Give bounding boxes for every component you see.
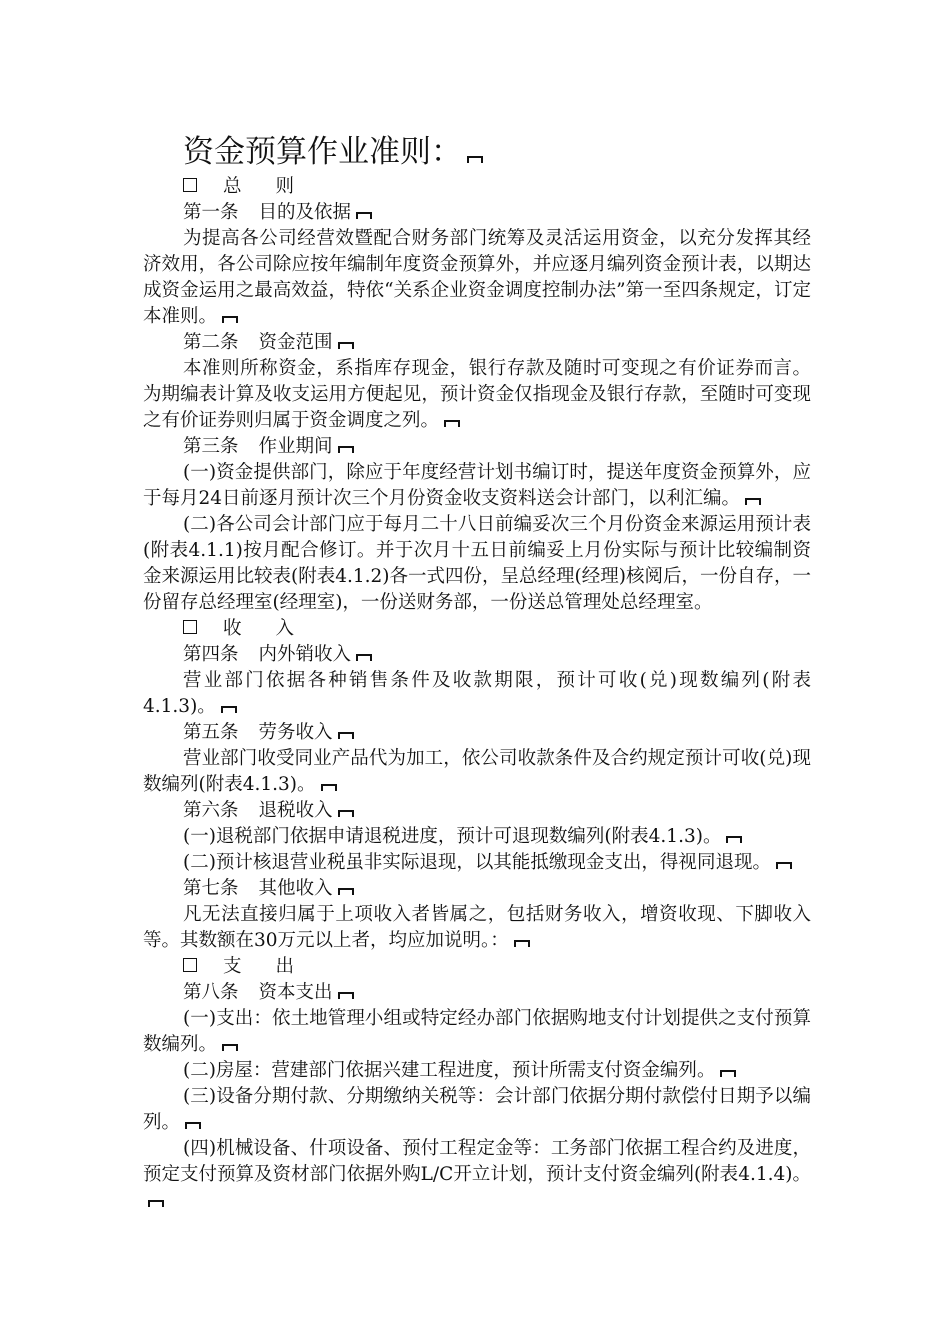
- article-title: 退税收入: [258, 800, 333, 821]
- section-heading: [143, 174, 811, 200]
- paragraph-mark-icon: [147, 1197, 165, 1207]
- article-heading: [143, 798, 811, 824]
- article-title: 劳务收入: [258, 722, 333, 743]
- checkbox-square-icon: [183, 620, 197, 634]
- paragraph-text: 凡无法直接归属于上项收入者皆属之，包括财务收入，增资收现、下脚收入等。其数额在30万元以上者，均应加说明。：: [143, 904, 811, 951]
- paragraph: [143, 824, 811, 850]
- paragraph-mark-icon: [775, 859, 793, 869]
- paragraph-mark-icon: [719, 1067, 737, 1077]
- article-number: 第一条: [183, 202, 239, 223]
- article-heading: [143, 200, 811, 226]
- article-heading: [143, 876, 811, 902]
- section-heading: [143, 954, 811, 980]
- article-title: 作业期间: [258, 436, 333, 457]
- paragraph-mark-icon: [220, 703, 238, 713]
- article-heading: [143, 980, 811, 1006]
- paragraph: [143, 226, 811, 330]
- article-number: 第五条: [183, 722, 239, 743]
- paragraph-mark-icon: [443, 417, 461, 427]
- paragraph-text: (二)房屋：营建部门依据兴建工程进度，预计所需支付资金编列。: [183, 1060, 716, 1081]
- paragraph-mark-icon: [744, 495, 762, 505]
- paragraph-mark-icon: [320, 781, 338, 791]
- paragraph: [143, 1058, 811, 1084]
- paragraph-mark-icon: [337, 339, 355, 349]
- article-number: 第三条: [183, 436, 239, 457]
- article-title: 目的及依据: [258, 202, 352, 223]
- paragraph-text: (一)退税部门依据申请退税进度，预计可退现数编列(附表4.1.3)。: [183, 826, 722, 847]
- article-number: 第七条: [183, 878, 239, 899]
- checkbox-square-icon: [183, 178, 197, 192]
- article-heading: [143, 642, 811, 668]
- section-heading-char: 总: [223, 176, 242, 197]
- article-title: 其他收入: [258, 878, 333, 899]
- paragraph-mark-icon: [337, 885, 355, 895]
- paragraph-text: 营业部门依据各种销售条件及收款期限，预计可收(兑)现数编列(附表4.1.3)。: [143, 670, 811, 717]
- paragraph-text: (二)预计核退营业税虽非实际退现，以其能抵缴现金支出，得视同退现。: [183, 852, 771, 873]
- paragraph-mark-icon: [355, 209, 373, 219]
- article-title: 内外销收入: [258, 644, 352, 665]
- paragraph-mark-icon: [513, 937, 531, 947]
- section-heading-char: 入: [275, 618, 295, 639]
- paragraph-mark-icon: [466, 153, 484, 163]
- article-number: 第六条: [183, 800, 239, 821]
- paragraph-text: 本准则所称资金，系指库存现金，银行存款及随时可变现之有价证券而言。为期编表计算及收支运用方便起见，预计资金仅指现金及银行存款，至随时可变现之有价证券则归属于资金调度之列。: [143, 358, 811, 431]
- article-number: 第二条: [183, 332, 239, 353]
- paragraph-text: (一)资金提供部门，除应于年度经营计划书编订时，提送年度资金预算外，应于每月24日前逐月预计次三个月份资金收支资料送会计部门，以利汇编。: [143, 462, 811, 509]
- paragraph: [143, 746, 811, 798]
- section-heading: [143, 616, 811, 642]
- paragraph: [143, 512, 811, 616]
- section-heading-char: 支: [223, 956, 242, 977]
- paragraph-mark-icon: [184, 1119, 202, 1129]
- article-heading: [143, 330, 811, 356]
- paragraph-text: (一)支出：依土地管理小组或特定经办部门依据购地支付计划提供之支付预算数编列。: [143, 1008, 811, 1055]
- paragraph: [143, 1084, 811, 1136]
- document-title: [183, 132, 484, 172]
- paragraph: [143, 1006, 811, 1058]
- article-heading: [143, 434, 811, 460]
- article-title: 资本支出: [258, 982, 333, 1003]
- article-title: 资金范围: [258, 332, 333, 353]
- section-heading-char: 则: [275, 176, 295, 197]
- paragraph-text: (三)设备分期付款、分期缴纳关税等：会计部门依据分期付款偿付日期予以编列。: [143, 1086, 811, 1133]
- paragraph: [143, 850, 811, 876]
- paragraph-mark-icon: [337, 807, 355, 817]
- document-body: [143, 174, 811, 1214]
- paragraph-mark-icon: [355, 651, 373, 661]
- paragraph-mark-icon: [725, 833, 743, 843]
- section-heading-char: 收: [223, 618, 242, 639]
- paragraph: [143, 1136, 811, 1214]
- paragraph-mark-icon: [337, 443, 355, 453]
- paragraph-text: 营业部门收受同业产品代为加工，依公司收款条件及合约规定预计可收(兑)现数编列(附表4.1.3)。: [143, 748, 811, 795]
- document-title-text: 资金预算作业准则：: [183, 134, 462, 170]
- paragraph: [143, 668, 811, 720]
- paragraph-text: (四)机械设备、什项设备、预付工程定金等：工务部门依据工程合约及进度，预定支付预算及资材部门依据外购L/C开立计划，预计支付资金编列(附表4.1.4)。: [143, 1138, 811, 1185]
- paragraph-text: 为提高各公司经营效暨配合财务部门统筹及灵活运用资金，以充分发挥其经济效用，各公司除应按年编制年度资金预算外，并应逐月编列资金预计表，以期达成资金运用之最高效益，特依“关系企业资金调度控制办法”第一至四条规定，订定本准则。: [143, 228, 811, 327]
- article-number: 第八条: [183, 982, 239, 1003]
- paragraph-text: (二)各公司会计部门应于每月二十八日前编妥次三个月份资金来源运用预计表(附表4.1.1)按月配合修订。并于次月十五日前编妥上月份实际与预计比较编制资金来源运用比较表(附表4.1.2)各一式四份，呈总经理(经理)核阅后，一份自存，一份留存总经理室(经理室)，一份送财务部，一份送总管理处总经理室。: [143, 514, 811, 613]
- paragraph: [143, 902, 811, 954]
- article-heading: [143, 720, 811, 746]
- checkbox-square-icon: [183, 958, 197, 972]
- paragraph: [143, 460, 811, 512]
- paragraph-mark-icon: [221, 1041, 239, 1051]
- paragraph-mark-icon: [337, 729, 355, 739]
- article-number: 第四条: [183, 644, 239, 665]
- paragraph-mark-icon: [221, 313, 239, 323]
- paragraph-mark-icon: [337, 989, 355, 999]
- section-heading-char: 出: [275, 956, 295, 977]
- paragraph: [143, 356, 811, 434]
